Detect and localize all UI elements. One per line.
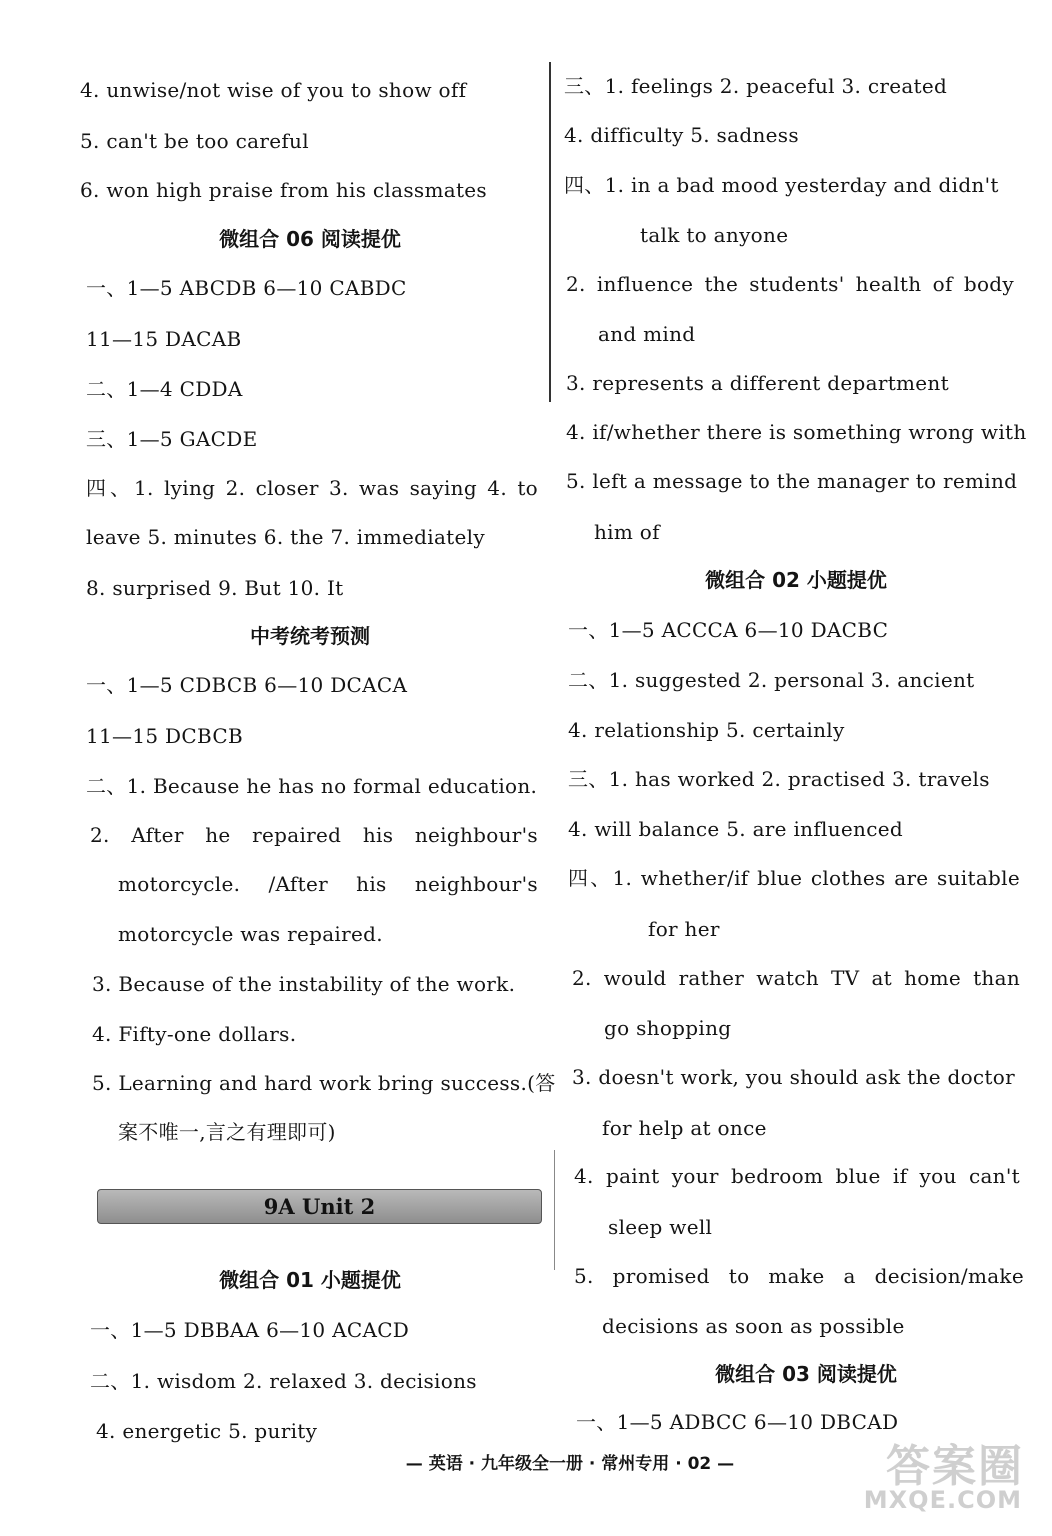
section-title-01: 微组合 01 小题提优 [219, 1268, 401, 1292]
answer-line: motorcycle. /After his neighbour's [118, 872, 538, 896]
answer-line: for her [648, 917, 720, 941]
answer-line: 一、1—5 ACCCA 6—10 DACBC [568, 618, 889, 642]
answer-line: 4. paint your bedroom blue if you can't [574, 1164, 1020, 1188]
unit-banner: 9A Unit 2 [97, 1189, 542, 1224]
answer-line: 四、1. in a bad mood yesterday and didn't [564, 173, 999, 197]
answer-line: 四、1. whether/if blue clothes are suitable [568, 866, 1020, 890]
answer-line: 一、1—5 ABCDB 6—10 CABDC [86, 276, 407, 300]
answer-line: 四、1. lying 2. closer 3. was saying 4. to [86, 476, 538, 500]
answer-line: 3. doesn't work, you should ask the doctor [572, 1065, 1015, 1089]
answer-line: 4. Fifty-one dollars. [92, 1022, 297, 1046]
watermark-logo [863, 1430, 1024, 1522]
answer-line: go shopping [604, 1016, 732, 1040]
answer-line: 三、1. has worked 2. practised 3. travels [568, 767, 990, 791]
answer-line: 5. can't be too careful [80, 129, 309, 153]
watermark-text: 答案圈 [886, 1441, 1024, 1492]
answer-line: 案不唯一,言之有理即可) [118, 1120, 336, 1144]
answer-line: 11—15 DACAB [86, 327, 242, 351]
answer-line: talk to anyone [640, 223, 789, 247]
answer-line: 4. relationship 5. certainly [568, 718, 845, 742]
watermark-url: MXQE.COM [863, 1486, 1022, 1514]
answer-line: 5. promised to make a decision/make [574, 1264, 1024, 1288]
answer-line: 8. surprised 9. But 10. It [86, 576, 344, 600]
answer-line: leave 5. minutes 6. the 7. immediately [86, 525, 485, 549]
answer-line: 一、1—5 ADBCC 6—10 DBCAD [576, 1410, 899, 1434]
answer-line: 一、1—5 DBBAA 6—10 ACACD [90, 1318, 410, 1342]
answer-line: 5. left a message to the manager to remind [566, 469, 1018, 493]
answer-line: 4. unwise/not wise of you to show off [80, 78, 467, 102]
answer-line: 二、1. suggested 2. personal 3. ancient [568, 668, 975, 692]
answer-line: 2. After he repaired his neighbour's [90, 823, 538, 847]
answer-line: 4. difficulty 5. sadness [564, 123, 799, 147]
answer-line: 二、1. wisdom 2. relaxed 3. decisions [90, 1369, 477, 1393]
answer-line: 二、1. Because he has no formal education. [86, 774, 538, 798]
answer-line: motorcycle was repaired. [118, 922, 383, 946]
answer-line: 4. energetic 5. purity [96, 1419, 318, 1443]
page-footer: — 英语 · 九年级全一册 · 常州专用 · 02 — [405, 1454, 735, 1474]
answer-line: 11—15 DCBCB [86, 724, 243, 748]
answer-line: 3. Because of the instability of the work. [92, 972, 516, 996]
answer-line: 2. would rather watch TV at home than [572, 966, 1020, 990]
answer-line: sleep well [608, 1215, 713, 1239]
section-title-02: 微组合 02 小题提优 [705, 568, 887, 592]
answer-line: 6. won high praise from his classmates [80, 178, 487, 202]
section-title-06: 微组合 06 阅读提优 [219, 227, 401, 251]
answer-line: 二、1—4 CDDA [86, 377, 243, 401]
answer-line: and mind [598, 322, 696, 346]
answer-line: 4. if/whether there is something wrong with [566, 420, 1027, 444]
answer-line: for help at once [602, 1116, 767, 1140]
answer-line: 三、1. feelings 2. peaceful 3. created [564, 74, 948, 98]
answer-line: decisions as soon as possible [602, 1314, 905, 1338]
answer-line: him of [594, 520, 660, 544]
answer-line: 2. influence the students' health of body [566, 272, 1014, 296]
answer-line: 5. Learning and hard work bring success.(答 [92, 1071, 556, 1095]
section-title-03: 微组合 03 阅读提优 [715, 1362, 897, 1386]
answer-line: 一、1—5 CDBCB 6—10 DCACA [86, 673, 408, 697]
answer-line: 4. will balance 5. are influenced [568, 817, 903, 841]
column-divider-lower [554, 1150, 555, 1270]
answer-line: 三、1—5 GACDE [86, 427, 258, 451]
column-divider [549, 62, 551, 402]
section-title-zhongkao: 中考统考预测 [250, 624, 370, 648]
answer-line: 3. represents a different department [566, 371, 949, 395]
